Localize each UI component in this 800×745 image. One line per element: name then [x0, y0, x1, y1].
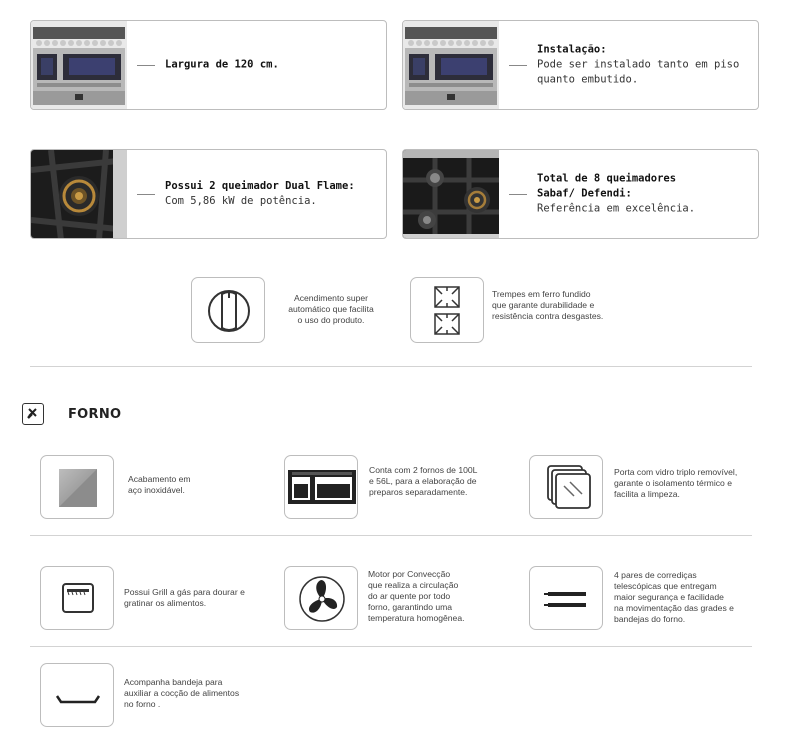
- card-dual-flame: [30, 149, 387, 239]
- feature-line: telescópicas que entregam: [614, 581, 717, 591]
- steel-finish-icon: [41, 456, 115, 520]
- oven-section-icon: [22, 403, 44, 425]
- feature-line: que realiza a circulação: [368, 580, 459, 590]
- feature-line: do ar quente por todo: [368, 591, 451, 601]
- fan-icon: [285, 567, 359, 631]
- triple-glass-icon: [530, 456, 604, 520]
- feature-line: Acompanha bandeja para: [124, 677, 223, 687]
- grill-icon: [41, 567, 115, 631]
- card-burners: [402, 149, 759, 239]
- feature-line: Motor por Convecção: [368, 569, 451, 579]
- card-line: quanto embutido.: [537, 73, 639, 86]
- card-installation: [402, 20, 759, 110]
- grill-icon-box: [40, 566, 114, 630]
- feature-line: resistência contra desgastes.: [492, 311, 604, 321]
- divider-dash: [509, 194, 527, 195]
- tray-icon-box: [40, 663, 114, 727]
- feature-line: no forno .: [124, 699, 161, 709]
- feature-line: maior segurança e facilidade: [614, 592, 724, 602]
- divider-dash: [137, 194, 155, 195]
- divider-dash: [137, 65, 155, 66]
- card-line: Com 5,86 kW de potência.: [165, 195, 317, 207]
- feature-line: aço inoxidável.: [128, 485, 185, 495]
- knob-icon-box: [191, 277, 265, 343]
- feature-line: gratinar os alimentos.: [124, 598, 207, 608]
- feature-line: bandejas do forno.: [614, 614, 686, 624]
- feature-line: Possui Grill a gás para dourar e: [124, 587, 245, 597]
- grate-icon-box: [410, 277, 484, 343]
- feature-line: temperatura homogênea.: [368, 613, 465, 623]
- fan-icon-box: [284, 566, 358, 630]
- card-title: Possui 2 queimador Dual Flame:: [165, 180, 355, 192]
- feature-line: forno, garantindo uma: [368, 602, 453, 612]
- feature-line: garante o isolamento térmico e: [614, 478, 732, 488]
- grate-icon: [411, 278, 485, 344]
- feature-line: auxiliar a cocção de alimentos: [124, 688, 240, 698]
- range-photo: [403, 21, 499, 109]
- card-title-2: Sabaf/ Defendi:: [537, 187, 632, 200]
- divider-dash: [509, 65, 527, 66]
- slides-icon: [530, 567, 604, 631]
- feature-line: o uso do produto.: [297, 315, 365, 325]
- triple-glass-icon-box: [529, 455, 603, 519]
- row-divider: [30, 646, 752, 647]
- card-title: Instalação:: [537, 43, 607, 56]
- feature-line: Acabamento em: [128, 474, 191, 484]
- section-divider: [30, 366, 752, 367]
- double-oven-icon-box: [284, 455, 358, 519]
- tray-icon: [41, 664, 115, 728]
- feature-line: Porta com vidro triplo removível,: [614, 467, 738, 477]
- feature-line: facilita a limpeza.: [614, 489, 680, 499]
- feature-line: Conta com 2 fornos de 100L: [369, 465, 478, 475]
- card-line: Pode ser instalado tanto em piso: [537, 58, 740, 71]
- section-title: FORNO: [68, 407, 122, 422]
- feature-line: automático que facilita: [288, 304, 374, 314]
- knob-icon: [192, 278, 266, 344]
- card-line: Referência em excelência.: [537, 202, 696, 215]
- card-title: Largura de 120 cm.: [165, 58, 279, 71]
- feature-line: que garante durabilidade e: [492, 300, 595, 310]
- feature-line: e 56L, para a elaboração de: [369, 476, 477, 486]
- steel-finish-icon-box: [40, 455, 114, 519]
- feature-line: Trempes em ferro fundido: [492, 289, 591, 299]
- feature-line: na movimentação das grades e: [614, 603, 734, 613]
- feature-line: Acendimento super: [293, 293, 369, 303]
- slides-icon-box: [529, 566, 603, 630]
- feature-line: 4 pares de corrediças: [614, 570, 697, 580]
- feature-line: preparos separadamente.: [369, 487, 468, 497]
- range-photo: [31, 21, 127, 109]
- double-oven-icon: [285, 456, 359, 520]
- card-title: Total de 8 queimadores: [537, 172, 677, 185]
- burner-photo: [31, 150, 127, 238]
- burners-photo: [403, 150, 499, 238]
- card-width: [30, 20, 387, 110]
- row-divider: [30, 535, 752, 536]
